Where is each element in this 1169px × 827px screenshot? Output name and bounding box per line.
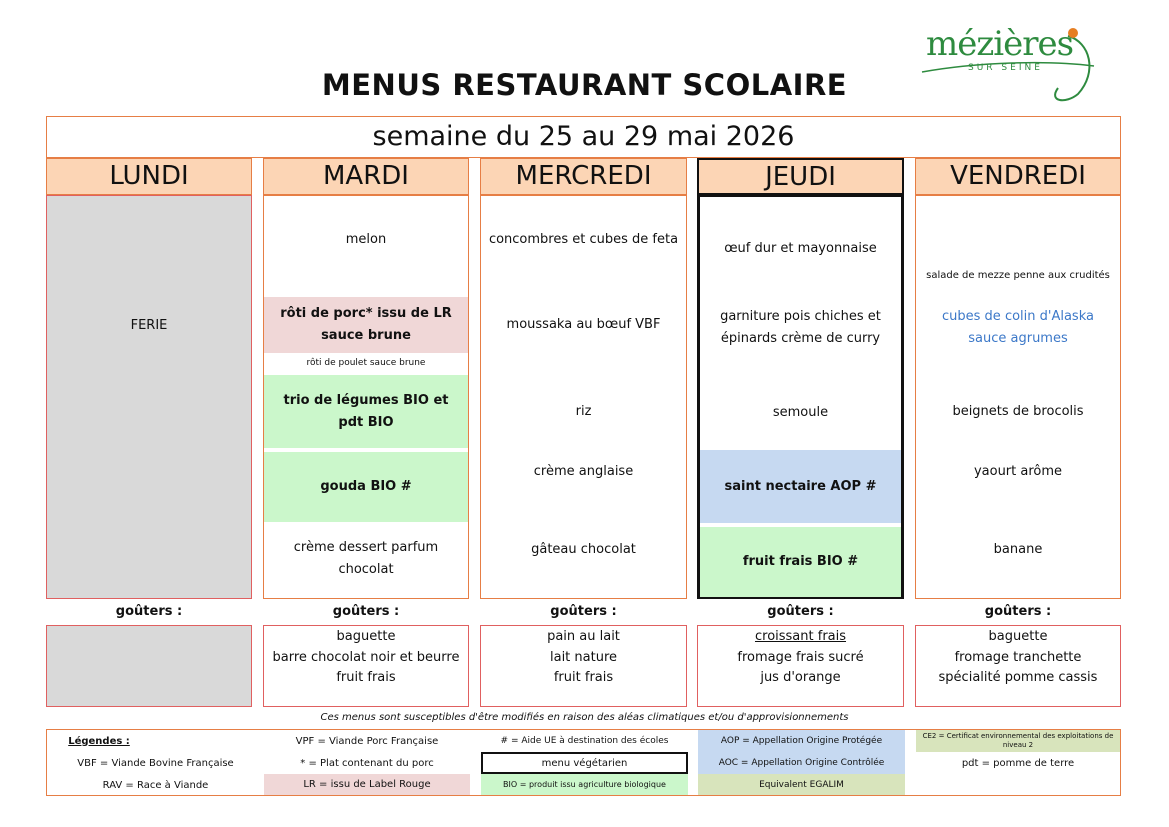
gouter-item: jus d'orange <box>760 670 841 685</box>
menu-dessert: gâteau chocolat <box>531 542 636 557</box>
gouters-box-friday <box>915 625 1121 707</box>
day-header-thursday: JEUDI <box>697 158 904 195</box>
legend-vbf: VBF = Viande Bovine Française <box>77 757 234 769</box>
day-column-thursday <box>697 195 904 599</box>
menu-main: cubes de colin d'Alaska sauce agrumes <box>942 309 1094 346</box>
menu-starter: salade de mezze penne aux crudités <box>926 270 1110 281</box>
gouters-box-tuesday <box>263 625 469 707</box>
menu-side: riz <box>575 404 592 419</box>
day-header-tuesday: MARDI <box>263 158 469 195</box>
page-title: MENUS RESTAURANT SCOLAIRE <box>321 68 848 102</box>
week-title: semaine du 25 au 29 mai 2026 <box>46 116 1121 158</box>
gouter-item: fromage frais sucré <box>737 649 864 665</box>
menu-dairy: crème anglaise <box>533 464 634 479</box>
day-header-friday: VENDREDI <box>915 158 1121 195</box>
menu-main: rôti de porc* issu de LR sauce brune <box>264 297 468 353</box>
gouters-label: goûters : <box>115 604 183 619</box>
gouter-item: lait nature <box>549 649 618 665</box>
menu-side: semoule <box>772 405 829 420</box>
legend-bio: BIO = produit issu agriculture biologique <box>481 774 688 795</box>
gouter-item: spécialité pomme cassis <box>938 670 1098 685</box>
gouter-item: fruit frais <box>553 670 614 685</box>
menu-dessert: crème dessert parfum chocolat <box>293 540 439 577</box>
legend-pdt: pdt = pomme de terre <box>961 757 1075 769</box>
gouter-item: baguette <box>336 629 396 644</box>
day-column-friday <box>915 195 1121 599</box>
day-column-monday <box>46 195 252 599</box>
gouters-box-wednesday <box>480 625 687 707</box>
day-column-wednesday <box>480 195 687 599</box>
legend-lr: LR = issu de Label Rouge <box>264 774 470 795</box>
gouters-label: goûters : <box>984 604 1052 619</box>
menu-main: moussaka au bœuf VBF <box>506 317 661 332</box>
legend-hash: # = Aide UE à destination des écoles <box>500 736 669 746</box>
legend-aop: AOP = Appellation Origine Protégée <box>698 730 905 752</box>
gouters-label: goûters : <box>332 604 400 619</box>
gouters-box-monday <box>46 625 252 707</box>
town-logo <box>918 22 1098 106</box>
legend-star: * = Plat contenant du porc <box>300 757 434 769</box>
legend-rav: RAV = Race à Viande <box>102 779 209 791</box>
gouter-item: pain au lait <box>547 629 620 644</box>
legend-egalim: Equivalent EGALIM <box>698 774 905 795</box>
legend-aoc: AOC = Appellation Origine Contrôlée <box>698 752 905 774</box>
menu-dairy: yaourt arôme <box>973 464 1063 479</box>
menu-dessert: banane <box>993 542 1043 557</box>
gouters-box-thursday <box>697 625 904 707</box>
gouters-label: goûters : <box>550 604 617 619</box>
menu-main-alternative: rôti de poulet sauce brune <box>306 358 426 368</box>
menu-starter: melon <box>345 232 387 247</box>
menu-side: trio de légumes BIO et pdt BIO <box>264 375 468 448</box>
gouter-item: croissant frais <box>754 629 847 644</box>
gouter-item: baguette <box>988 629 1048 644</box>
day-header-monday: LUNDI <box>46 158 252 195</box>
gouter-item: fruit frais <box>336 670 396 685</box>
menu-starter: concombres et cubes de feta <box>488 232 679 247</box>
legend-ce2: CE2 = Certificat environnemental des exploitations de niveau 2 <box>916 730 1120 752</box>
ferie-label: FERIE <box>130 318 168 333</box>
logo-subtitle: SUR SEINE <box>968 63 1043 73</box>
gouter-item: fromage tranchette <box>954 649 1082 665</box>
legend <box>46 729 1121 796</box>
gouter-item: barre chocolat noir et beurre <box>272 649 460 665</box>
day-header-wednesday: MERCREDI <box>480 158 687 195</box>
logo-name: mézières <box>926 24 1074 64</box>
legend-vpf: VPF = Viande Porc Française <box>295 735 439 747</box>
menu-main: garniture pois chiches et épinards crème de curry <box>720 309 881 346</box>
legend-vegetarian: menu végétarien <box>481 752 688 774</box>
menu-dairy: saint nectaire AOP # <box>700 450 901 523</box>
menu-dessert: fruit frais BIO # <box>700 527 901 597</box>
menu-dairy: gouda BIO # <box>264 452 468 522</box>
day-column-tuesday <box>263 195 469 599</box>
menu-side: beignets de brocolis <box>952 404 1084 419</box>
menu-starter: œuf dur et mayonnaise <box>724 241 877 256</box>
legend-title: Légendes : <box>68 735 130 747</box>
gouters-label: goûters : <box>767 604 834 619</box>
disclaimer: Ces menus sont susceptibles d'être modifiés en raison des aléas climatiques et/ou d'approvisionnements <box>320 712 849 723</box>
